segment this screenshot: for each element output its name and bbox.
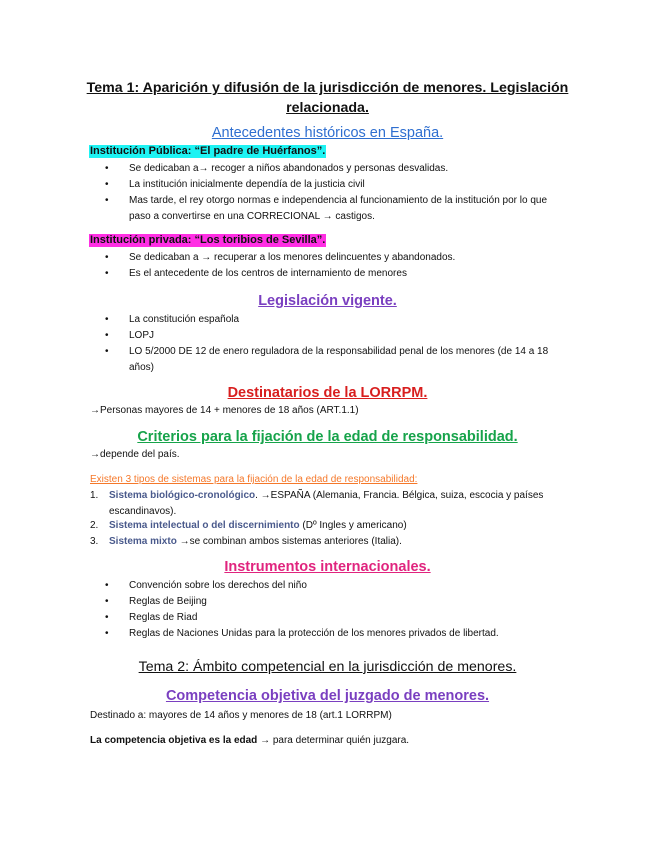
competencia-edad-line: [90, 734, 570, 748]
system-desc: . →ESPAÑA (Alemania, Francia. Bélgica, suiza, escocia y países escandinavos).: [109, 490, 544, 517]
competencia-text: Destinado a: mayores de 14 años y menores de 18 (art.1 LORRPM): [90, 710, 392, 721]
destinatarios-text: →Personas mayores de 14 + menores de 18 años (ART.1.1): [90, 405, 359, 416]
tema2-title: Tema 2: Ámbito competencial en la jurisdicción de menores.: [138, 659, 517, 675]
list-item: • La constitución española: [129, 312, 569, 328]
list-item: • La institución inicialmente dependía de la justicia civil: [129, 177, 569, 193]
list-number: 1.: [90, 490, 99, 501]
competencia-heading: Competencia objetiva del juzgado de menores.: [165, 688, 490, 704]
competencia-edad-rest: → para determinar quién juzgara.: [257, 735, 410, 746]
criterios-text: →depende del país.: [90, 449, 180, 460]
legislacion-heading: Legislación vigente.: [258, 293, 397, 309]
list-item: • LO 5/2000 DE 12 de enero reguladora de la responsabilidad penal de los menores (de 14 a 18 años): [129, 344, 569, 375]
system-name: Sistema mixto: [109, 536, 177, 547]
list-item: [90, 518, 569, 534]
list-item: • Reglas de Riad: [129, 610, 569, 626]
list-item: • Se dedicaban a → recuperar a los menores delincuentes y abandonados.: [129, 250, 569, 266]
list-item: • Mas tarde, el rey otorgo normas e independencia al funcionamiento de la institución por lo que paso a convertirse en una CORRECIONAL → castigos.: [129, 193, 569, 224]
list-item: • Se dedicaban a→ recoger a niños abandonados y personas desvalidas.: [129, 161, 569, 177]
tema1-title-line1: Tema 1: Aparición y difusión de la jurisdicción de menores. Legislación: [86, 80, 569, 96]
system-desc: →se combinan ambos sistemas anteriores (Italia).: [176, 536, 402, 547]
institucion-privada-label: Institución privada: “Los toribios de Sevilla”.: [90, 234, 326, 246]
instrumentos-heading: Instrumentos internacionales.: [224, 559, 431, 575]
antecedentes-heading: Antecedentes históricos en España.: [211, 125, 444, 141]
list-item: • Reglas de Naciones Unidas para la protección de los menores privados de libertad.: [129, 626, 569, 642]
system-name: Sistema intelectual o del discernimiento: [109, 520, 300, 531]
institucion-publica-label: Institución Pública: “El padre de Huérfanos”.: [90, 145, 326, 157]
list-number: 2.: [90, 520, 99, 531]
destinatarios-heading: Destinatarios de la LORRPM.: [227, 385, 428, 401]
list-item: • LOPJ: [129, 328, 569, 344]
list-item: • Convención sobre los derechos del niño: [129, 578, 569, 594]
sistemas-subheading: [90, 473, 570, 487]
list-item: • Reglas de Beijing: [129, 594, 569, 610]
system-desc: (Dº Ingles y americano): [299, 520, 407, 531]
criterios-heading: Criterios para la fijación de la edad de responsabilidad.: [137, 429, 518, 445]
list-item: • Es el antecedente de los centros de internamiento de menores: [129, 266, 569, 282]
system-name: Sistema biológico-cronológico: [109, 490, 256, 501]
tema1-title-line2: relacionada.: [286, 100, 369, 116]
list-item: [90, 534, 569, 550]
list-item: [90, 488, 569, 519]
competencia-edad-bold: La competencia objetiva es la edad: [90, 735, 258, 746]
list-number: 3.: [90, 536, 99, 547]
sistemas-subheading-text: Existen 3 tipos de sistemas para la fijación de la edad de responsabilidad:: [90, 474, 418, 485]
